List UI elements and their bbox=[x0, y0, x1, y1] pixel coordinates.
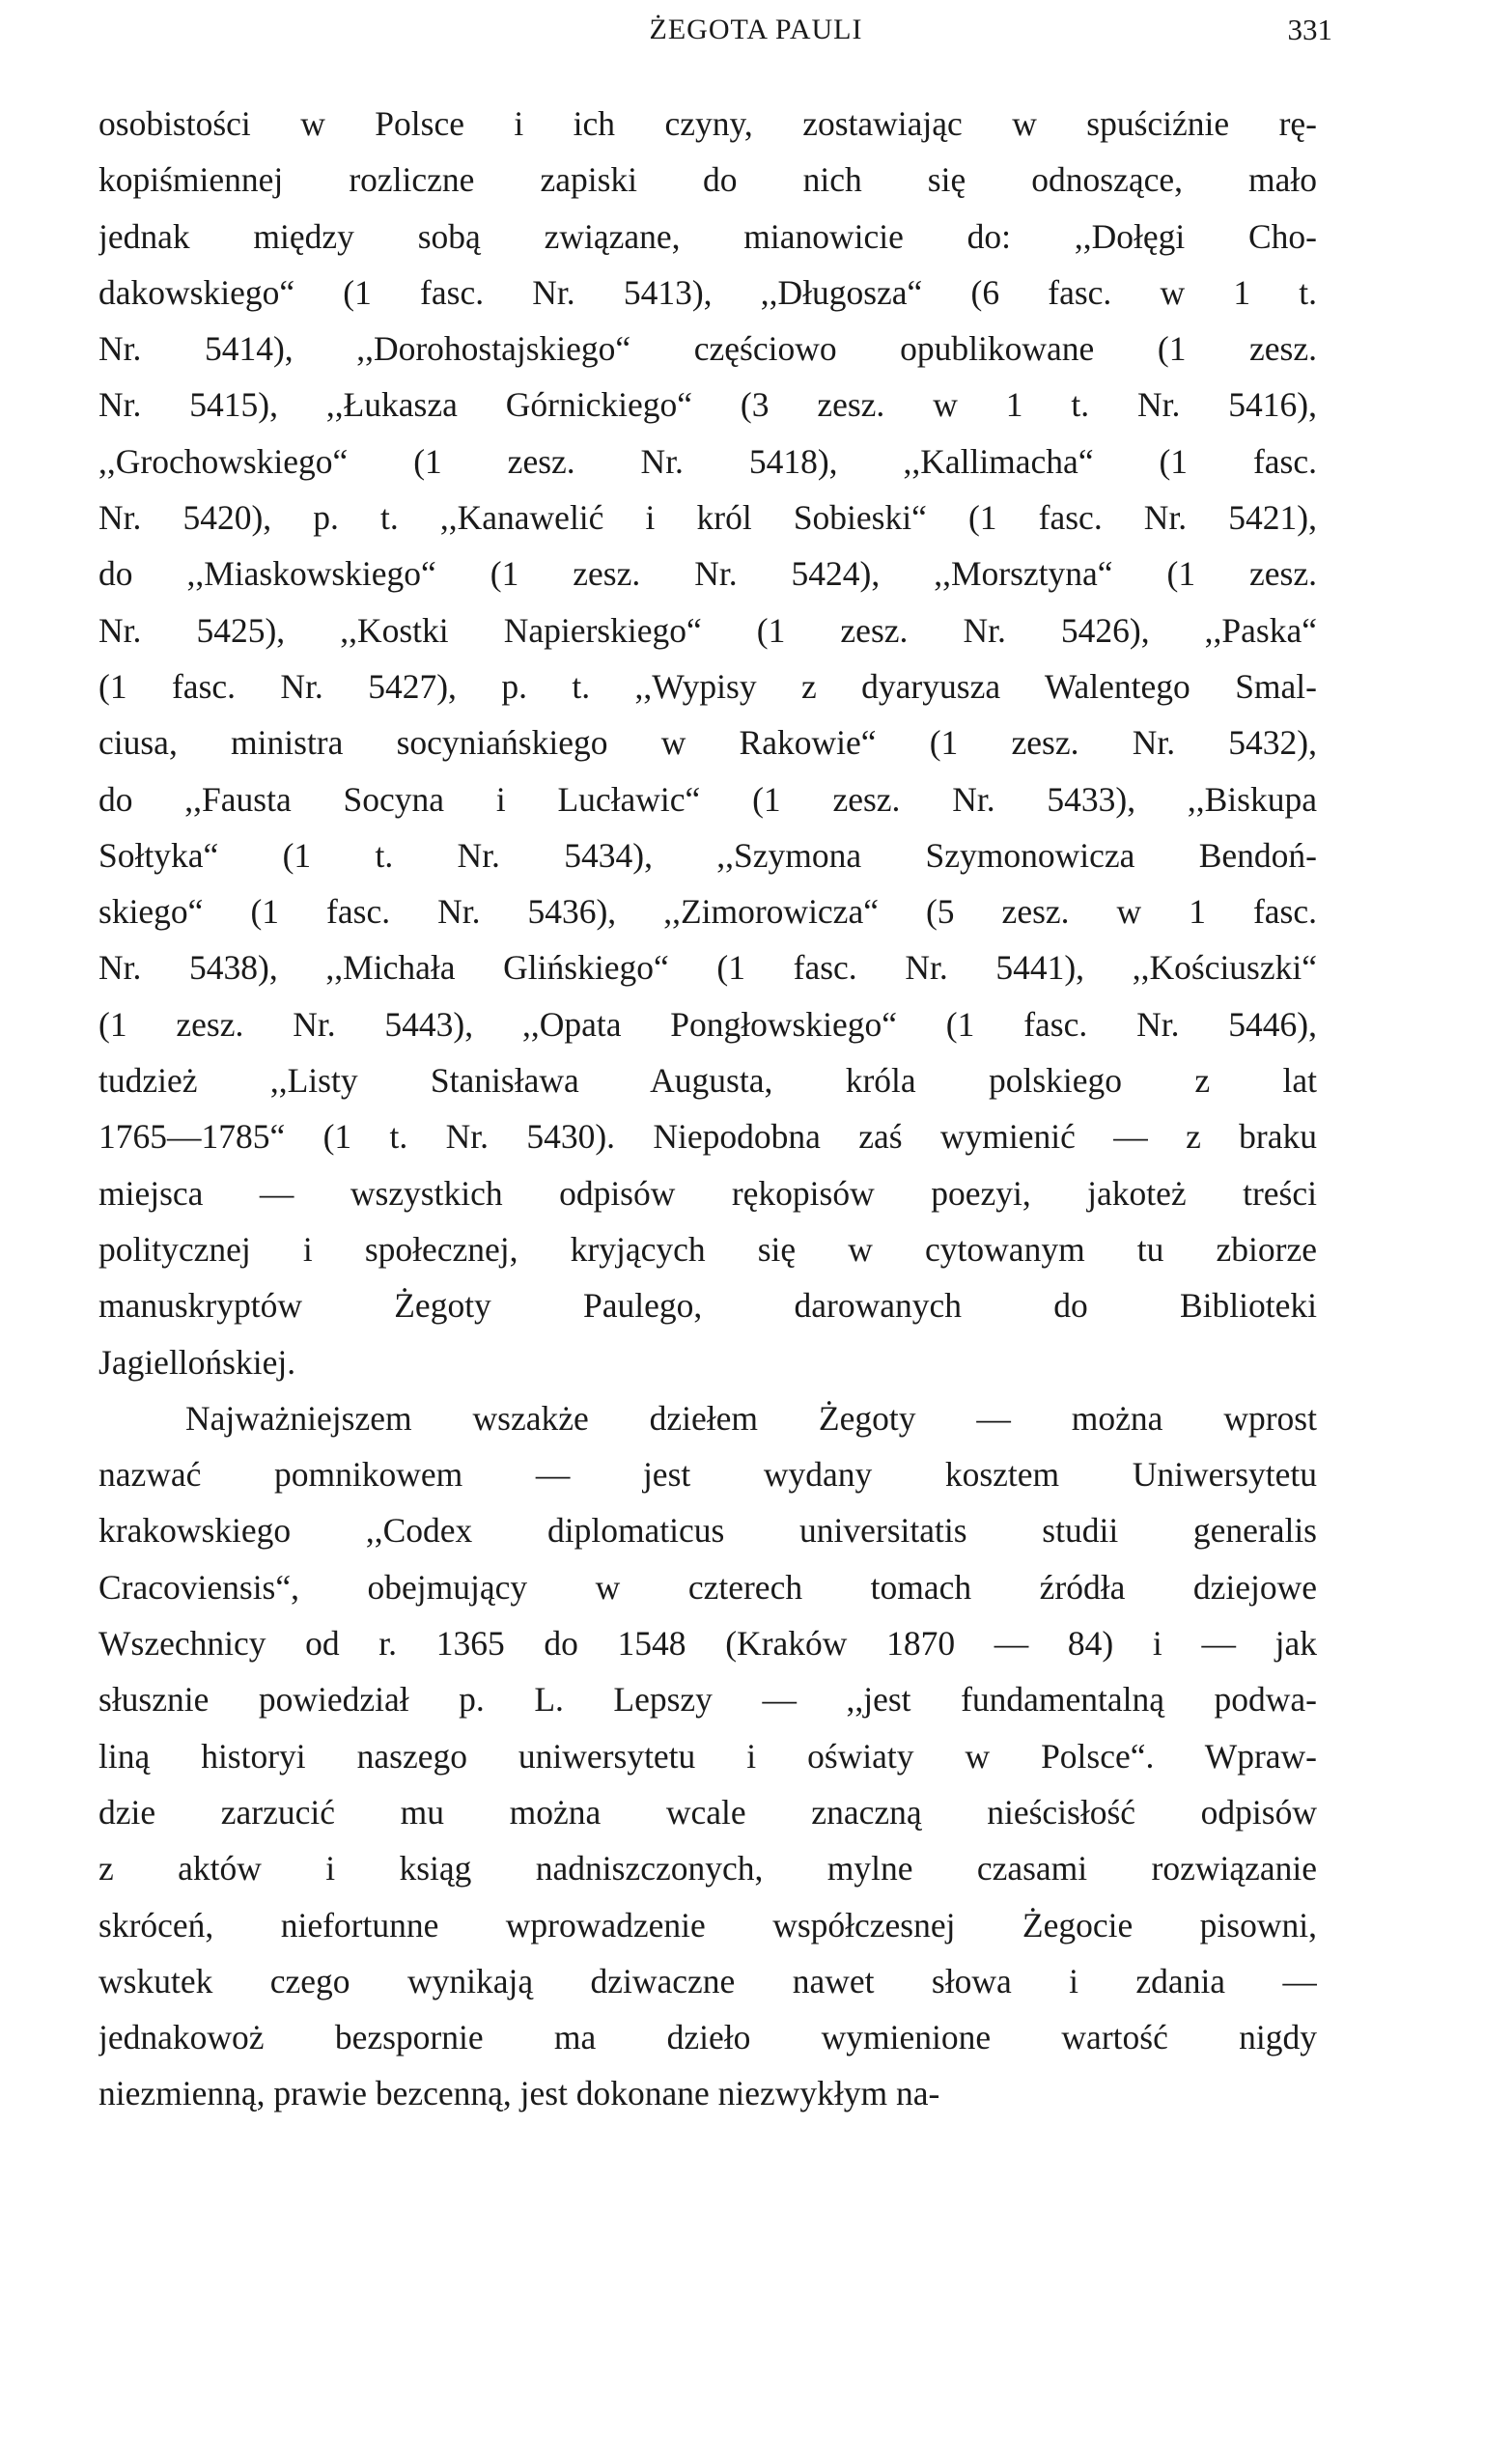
text-line: niezmienną, prawie bezcenną, jest dokonane niezwykłym na- bbox=[98, 2074, 940, 2113]
text-line: do ,,Miaskowskiego“ (1 zesz. Nr. 5424), ,,Morsztyna“ (1 zesz. bbox=[98, 554, 1317, 594]
text-line: miejsca — wszystkich odpisów rękopisów poezyi, jakoteż treści bbox=[98, 1173, 1317, 1213]
text-line: Nr. 5420), p. t. ,,Kanawelić i król Sobieski“ (1 fasc. Nr. 5421), bbox=[98, 498, 1317, 538]
text-line: Wszechnicy od r. 1365 do 1548 (Kraków 1870 — 84) i — jak bbox=[98, 1624, 1317, 1664]
text-line: Cracoviensis“, obejmujący w czterech tomach źródła dziejowe bbox=[98, 1567, 1317, 1607]
text-line: wskutek czego wynikają dziwaczne nawet słowa i zdania — bbox=[98, 1961, 1317, 2000]
text-line: (1 zesz. Nr. 5443), ,,Opata Pongłowskiego“ (1 fasc. Nr. 5446), bbox=[98, 1004, 1317, 1044]
text-line: do ,,Fausta Socyna i Lucławic“ (1 zesz. Nr. 5433), ,,Biskupa bbox=[98, 779, 1317, 819]
text-line: słusznie powiedział p. L. Lepszy — ,,jest fundamentalną podwa- bbox=[98, 1680, 1317, 1720]
text-line: z aktów i ksiąg nadniszczonych, mylne czasami rozwiązanie bbox=[98, 1849, 1317, 1888]
running-title: ŻEGOTA PAULI bbox=[649, 14, 863, 45]
text-line: liną historyi naszego uniwersytetu i oświaty w Polsce“. Wpraw- bbox=[98, 1736, 1317, 1776]
text-line: Sołtyka“ (1 t. Nr. 5434), ,,Szymona Szymonowicza Bendoń- bbox=[98, 835, 1317, 875]
body-text bbox=[98, 96, 1317, 2122]
text-line: jednakowoż bezspornie ma dzieło wymienione wartość nigdy bbox=[98, 2018, 1317, 2057]
text-line: ,,Grochowskiego“ (1 zesz. Nr. 5418), ,,Kallimacha“ (1 fasc. bbox=[98, 441, 1317, 481]
text-line: dzie zarzucić mu można wcale znaczną nieścisłość odpisów bbox=[98, 1792, 1317, 1832]
page-number: 331 bbox=[1287, 13, 1332, 46]
text-line: nazwać pomnikowem — jest wydany kosztem Uniwersytetu bbox=[98, 1455, 1317, 1495]
text-line: skiego“ (1 fasc. Nr. 5436), ,,Zimorowicza“ (5 zesz. w 1 fasc. bbox=[98, 892, 1317, 932]
text-line: (1 fasc. Nr. 5427), p. t. ,,Wypisy z dyaryusza Walentego Smal- bbox=[98, 666, 1317, 706]
text-line: 1765—1785“ (1 t. Nr. 5430). Niepodobna zaś wymienić — z braku bbox=[98, 1117, 1317, 1157]
text-line: Jagiellońskiej. bbox=[98, 1342, 296, 1382]
text-line: manuskryptów Żegoty Paulego, darowanych do Biblioteki bbox=[98, 1286, 1317, 1326]
text-line: Nr. 5415), ,,Łukasza Górnickiego“ (3 zesz. w 1 t. Nr. 5416), bbox=[98, 385, 1317, 425]
text-line: tudzież ,,Listy Stanisława Augusta, króla polskiego z lat bbox=[98, 1061, 1317, 1101]
text-line: jednak między sobą związane, mianowicie do: ,,Dołęgi Cho- bbox=[98, 216, 1317, 256]
text-line: dakowskiego“ (1 fasc. Nr. 5413), ,,Długosza“ (6 fasc. w 1 t. bbox=[98, 272, 1317, 312]
paragraph bbox=[98, 1390, 1317, 2122]
text-line: skróceń, niefortunne wprowadzenie współczesnej Żegocie pisowni, bbox=[98, 1905, 1317, 1944]
text-line: ciusa, ministra socyniańskiego w Rakowie“ (1 zesz. Nr. 5432), bbox=[98, 723, 1317, 763]
text-line: Nr. 5425), ,,Kostki Napierskiego“ (1 zesz. Nr. 5426), ,,Paska“ bbox=[98, 610, 1317, 650]
paragraph bbox=[98, 96, 1317, 1390]
text-line: osobistości w Polsce i ich czyny, zostawiając w spuściźnie rę- bbox=[98, 104, 1317, 143]
text-line: Nr. 5438), ,,Michała Glińskiego“ (1 fasc. Nr. 5441), ,,Kościuszki“ bbox=[98, 948, 1317, 988]
running-head bbox=[0, 6, 1512, 54]
text-line: Nr. 5414), ,,Dorohostajskiego“ częściowo opublikowane (1 zesz. bbox=[98, 329, 1317, 369]
text-line: kopiśmiennej rozliczne zapiski do nich się odnoszące, mało bbox=[98, 160, 1317, 200]
text-line: politycznej i społecznej, kryjących się w cytowanym tu zbiorze bbox=[98, 1229, 1317, 1269]
text-line: Najważniejszem wszakże dziełem Żegoty — można wprost bbox=[185, 1398, 1317, 1438]
text-line: krakowskiego ,,Codex diplomaticus universitatis studii generalis bbox=[98, 1511, 1317, 1551]
